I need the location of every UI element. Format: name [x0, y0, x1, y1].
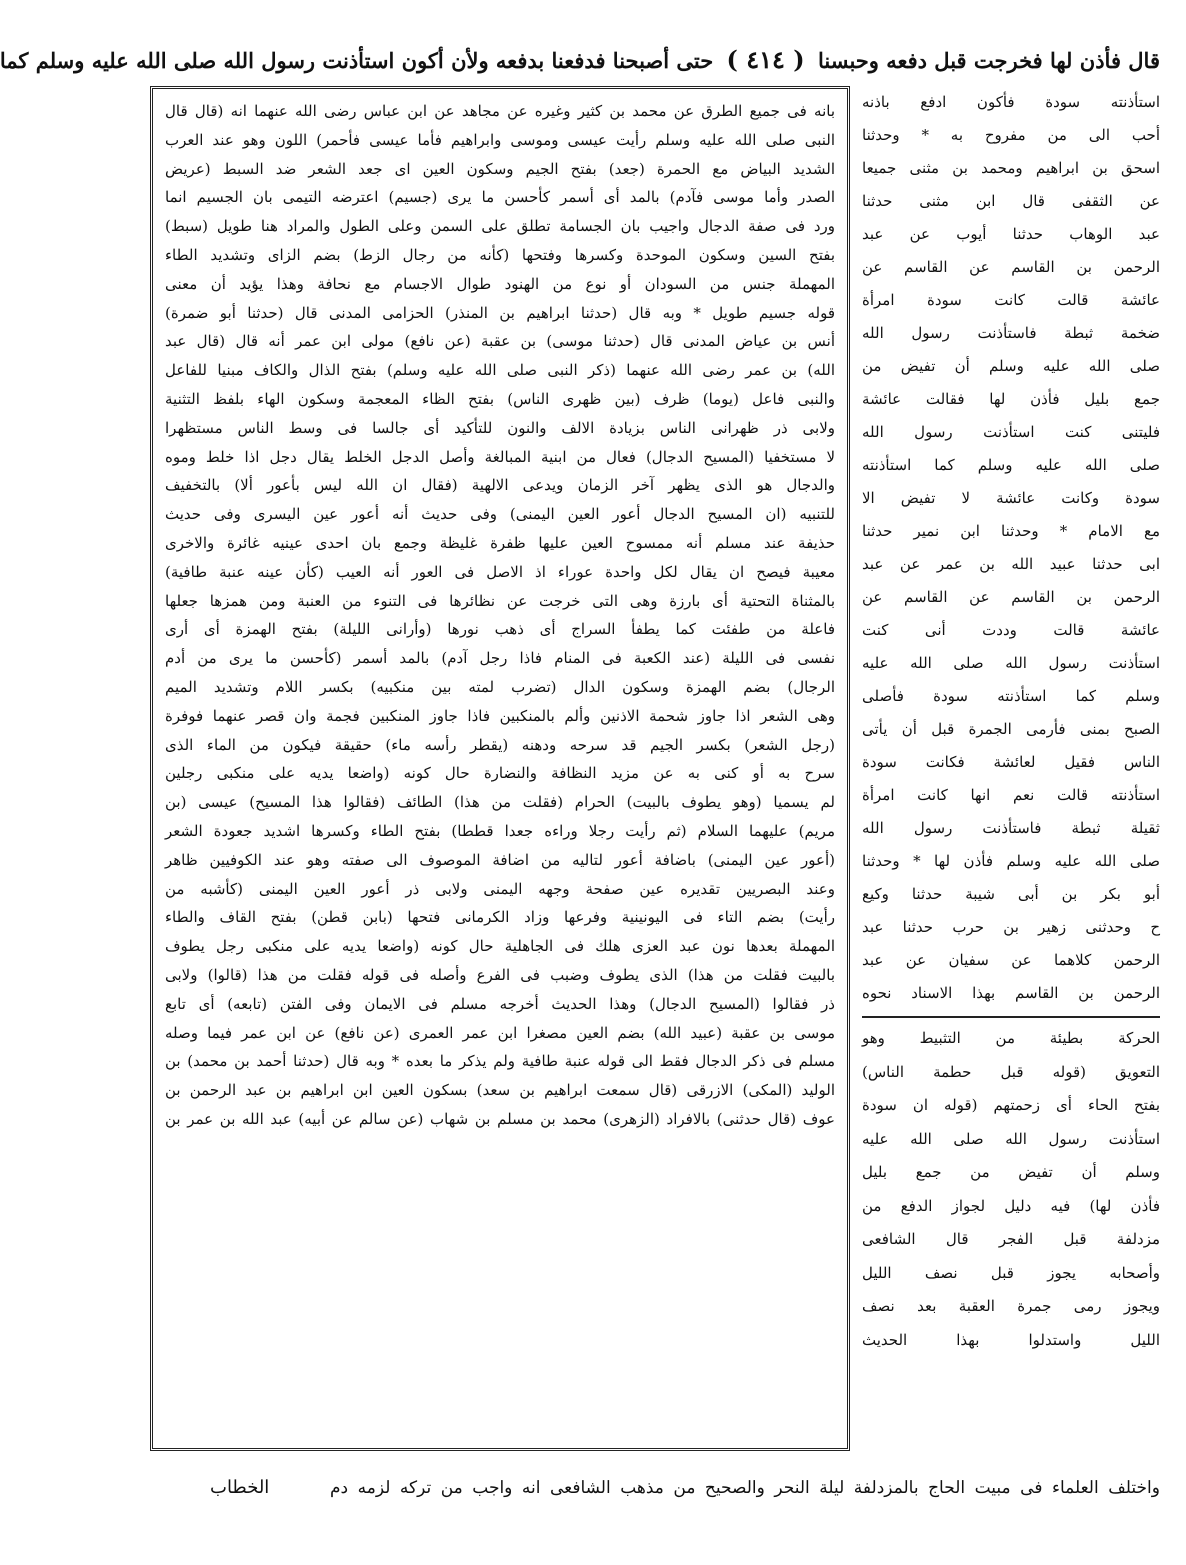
- main-text-line: قوله جسيم طويل * وبه قال (حدثنا ابراهيم بن المنذر) الحزامى المدنى قال (حدثنا أبو ضمرة): [165, 303, 835, 322]
- main-text-line: بالمثناة التحتية أى بارزة وهى التى خرجت عن نظائرها فى التنوء من العنبة ومن همزها جعلها: [165, 591, 835, 610]
- side-text-line: أبو بكر بن أبى شيبة حدثنا وكيع: [862, 885, 1160, 903]
- page-body: [150, 86, 1160, 1451]
- main-text-line: عوف (قال حدثنى) بالافراد (الزهرى) محمد بن مسلم بن شهاب (عن سالم عن أبيه) عبد الله بن عمر بن: [165, 1109, 835, 1128]
- side-text-line: ثقيلة ثبطة فاستأذنت رسول الله: [862, 819, 1160, 837]
- side-text-line: صلى الله عليه وسلم كما استأذنته: [862, 456, 1160, 474]
- side-text-line: فليتنى كنت استأذنت رسول الله: [862, 423, 1160, 441]
- main-text-line: بالبيت فقلت من هذا) الذى يطوف وضبب فى الفرع وأصله فى قوله فقلت من هذا (قالوا) ولابى: [165, 965, 835, 984]
- side-text-line: ابى حدثنا عبيد الله بن عمر عن عبد: [862, 555, 1160, 573]
- side-text-line: صلى الله عليه وسلم فأذن لها * وحدثنا: [862, 852, 1160, 870]
- main-text-line: معيبة فيصح ان يقال لكل واحدة عوراء اذ الاصل فى العور أنه العيب (كأن عينه عنبة طافية): [165, 562, 835, 581]
- main-text-line: أنس بن عياض المدنى قال (حدثنا موسى) بن عقبة (عن نافع) مولى ابن عمر أنه قال (قال عبد: [165, 332, 835, 351]
- main-text-line: الوليد (المكى) الازرقى (قال سمعت ابراهيم بن سعد) بسكون العين ابن ابراهيم بن عبد الرحمن بن: [165, 1081, 835, 1100]
- page-footer: [150, 1468, 1160, 1508]
- side-text-line: مع الامام * وحدثنا ابن نمير حدثنا: [862, 522, 1160, 540]
- main-text-line: (أعور عين اليمنى) باضافة أعور لتاليه من اضافة الموصوف الى صفته وهو عند الكوفيين ظاهر: [165, 850, 835, 869]
- side-text-line: الرحمن بن القاسم عن القاسم عن: [862, 258, 1160, 276]
- side-hadith-text: [862, 86, 1160, 1010]
- main-text-line: لا مستخفيا (المسيح الدجال) فعال من ابنية المبالغة وأصل الدجل الخلط يقال دجل اذا خلط وموه: [165, 447, 835, 466]
- side-note-line: الليل واستدلوا بهذا الحديث: [862, 1330, 1160, 1349]
- side-note-line: الحركة بطيئة من التثبيط وهو: [862, 1029, 1160, 1047]
- side-text-line: ح وحدثنى زهير بن حرب حدثنا عبد: [862, 918, 1160, 936]
- side-note-line: مزدلفة قبل الفجر قال الشافعى: [862, 1230, 1160, 1248]
- side-text-line: أحب الى من مفروح به * وحدثنا: [862, 126, 1160, 144]
- side-commentary-text: [862, 1022, 1160, 1357]
- side-text-line: وسلم كما استأذنته سودة فأصلى: [862, 687, 1160, 705]
- side-note-line: التعويق (قوله قبل حطمة الناس): [862, 1062, 1160, 1081]
- main-text-line: المهملة جنس من السودان أو نوع من الهنود طوال الاجسام مع نحافة وهذا يؤيد أن معنى: [165, 274, 835, 293]
- catchword: الخطاب: [210, 1477, 270, 1498]
- side-text-line: عائشة قالت وددت أنى كنت: [862, 621, 1160, 639]
- side-text-line: عن الثقفى قال ابن مثنى حدثنا: [862, 192, 1160, 210]
- main-text-line: المهملة بعدها نون عبد العزى هلك فى الجاهلية حال كونه (واضعا يديه على منكبى رجل يطوف: [165, 937, 835, 956]
- side-text-line: جمع بليل فأذن لها فقالت عائشة: [862, 390, 1160, 408]
- main-text-line: رأيت) بضم التاء فى اليونينية وفرعها وزاد الكرمانى فتحها (بابن قطن) بفتح القاف والطاء: [165, 908, 835, 927]
- side-hadith-column: [862, 86, 1160, 1451]
- main-text-line: لم يسميا (وهو يطوف بالبيت) الحرام (فقلت من هذا) الطائف (فقالوا هذا المسيح) عيسى (بن: [165, 793, 835, 812]
- page-header: [0, 40, 1160, 80]
- side-text-line: عبد الوهاب حدثنا أيوب عن عبد: [862, 225, 1160, 243]
- main-text-line: ولابى ذر ظهرانى الناس بزيادة الالف والنون للتأكيد أى جالسا فى وسط الناس مستظهرا: [165, 418, 835, 437]
- main-text-line: النبى صلى الله عليه وسلم رأيت عيسى وموسى وابراهيم فأما عيسى فأحمر) اللون وهو عند العرب: [165, 130, 835, 149]
- footer-note: واختلف العلماء فى مبيت الحاج بالمزدلفة ليلة النحر والصحيح من مذهب الشافعى انه واجب من تركه لزمه دم: [330, 1478, 1160, 1498]
- main-text-line: والنبى فاعل (يوما) ظرف (بين ظهرى الناس) بفتح الظاء المعجمة وسكون الهاء بلفظ التثنية: [165, 389, 835, 408]
- main-text-line: للتنبيه (ان المسيح الدجال أعور العين اليمنى) وفى حديث أنه أعور عين اليسرى وفى حديث: [165, 505, 835, 524]
- main-text-line: وهى الشعر اذا جاوز شحمة الاذنين وألم بالمنكبين فاذا جاوز المنكبين فجمة وان قصر عنهما فوفرة: [165, 706, 835, 725]
- side-text-line: استأذنته سودة فأكون ادفع باذنه: [862, 93, 1160, 111]
- main-text-line: الشديد البياض مع الحمرة (جعد) بفتح الجيم وسكون العين اى جعد الشعر ضد السبط (عريض: [165, 159, 835, 178]
- main-text-line: الصدر وأما موسى فآدم) بالمد أى أسمر كأحسن ما يرى (جسيم) اعترضه التيمى بان الجسيم انما: [165, 188, 835, 207]
- side-note-line: استأذنت رسول الله صلى الله عليه: [862, 1129, 1160, 1148]
- side-note-line: بفتح الحاء أى زحمتهم (قوله ان سودة: [862, 1096, 1160, 1114]
- main-text-line: الله) بن عمر رضى الله عنهما (ذكر النبى صلى الله عليه وسلم) بفتح الذال والكاف مبنيا للفاعل: [165, 361, 835, 380]
- side-text-line: استأذنت رسول الله صلى الله عليه: [862, 654, 1160, 672]
- main-text-line: بفتح السين وسكون الموحدة وكسرها وفتحها (كأنه من رجال الزط) بضم الزاى وتشديد الطاء: [165, 245, 835, 264]
- page-number: ( ٤١٤ ): [726, 45, 805, 74]
- main-text-line: سرح به أو كنى به عن مزيد النظافة والنضارة حال كونه (واضعا يديه على منكبى رجلين: [165, 764, 835, 783]
- main-text-line: مريم) عليهما السلام (ثم رأيت رجلا وراءه جعدا قططا) بفتح الطاء وكسرها اشديد جعودة الشعر: [165, 821, 835, 840]
- side-note-line: ويجوز رمى جمرة العقبة بعد نصف: [862, 1297, 1160, 1315]
- main-text-line: نفسى فى الليلة (عند الكعبة فى المنام فاذا رجل آدم) بالمد أسمر (كأحسن ما يرى من أدم: [165, 649, 835, 668]
- side-text-line: عائشة قالت كانت سودة امرأة: [862, 291, 1160, 309]
- header-left-text: حتى أصبحنا فدفعنا بدفعه ولأن أكون استأذنت رسول الله صلى الله عليه وسلم كما: [0, 48, 714, 73]
- side-divider: [862, 1016, 1160, 1018]
- side-text-line: ضخمة ثبطة فاستأذنت رسول الله: [862, 324, 1160, 342]
- side-text-line: صلى الله عليه وسلم أن تفيض من: [862, 357, 1160, 375]
- side-text-line: سودة وكانت عائشة لا تفيض الا: [862, 489, 1160, 507]
- header-right-text: قال فأذن لها فخرجت قبل دفعه وحبسنا: [817, 48, 1160, 73]
- side-note-line: وسلم أن تفيض من جمع بليل: [862, 1163, 1160, 1181]
- side-note-line: وأصحابه يجوز قبل نصف الليل: [862, 1263, 1160, 1282]
- main-commentary-column: [150, 86, 850, 1451]
- main-text-line: موسى بن عقبة (عبيد الله) بضم العين مصغرا ابن عمر العمرى (عن نافع) عن ابن عمر فيما وصله: [165, 1023, 835, 1042]
- main-text-line: ذر فقالوا (المسيح الدجال) وهذا الحديث أخرجه مسلم فى الايمان وفى الفتن (تابعه) أى تابع: [165, 994, 835, 1013]
- main-text-line: الرجال) بضم الهمزة وسكون الدال (تضرب لمته بين منكبيه) بكسر اللام وتشديد الميم: [165, 677, 835, 696]
- main-text-line: ورد فى صفة الدجال واجيب بان الجسامة تطلق على السمن وعلى الطول والمراد هنا طويل (سبط): [165, 217, 835, 236]
- main-text-line: (رجل الشعر) بكسر الجيم قد سرحه ودهنه (يقطر رأسه ماء) حقيقة فيكون من الماء الذى: [165, 735, 835, 754]
- side-text-line: الرحمن كلاهما عن سفيان عن عبد: [862, 951, 1160, 969]
- main-text-line: بانه فى جميع الطرق عن محمد بن كثير وغيره عن مجاهد عن ابن عباس رضى الله عنهما انه (قال قال: [165, 102, 835, 120]
- side-text-line: الصبح بمنى فأرمى الجمرة قبل أن يأتى: [862, 720, 1160, 738]
- side-note-line: فأذن لها) فيه دليل لجواز الدفع من: [862, 1196, 1160, 1215]
- main-text-line: مسلم فى ذكر الدجال فقط الى قوله عنبة طافية ولم يذكر ما بعده * وبه قال (حدثنا أحمد بن محمد) بن: [165, 1052, 835, 1071]
- main-text-line: وعند البصريين تقديره عين صفحة وجهه اليمنى ولابى ذر أعور العين اليمنى (كأشبه من: [165, 879, 835, 898]
- main-text-line: فاعلة من طفئت كما يطفأ السراج أى ذهب نورها (وأرانى الليلة) بفتح الهمزة أى أرى: [165, 620, 835, 639]
- side-text-line: اسحق بن ابراهيم ومحمد بن مثنى جميعا: [862, 159, 1160, 177]
- side-text-line: الرحمن بن القاسم بهذا الاسناد نحوه: [862, 984, 1160, 1002]
- main-text-line: والدجال هو الذى يظهر آخر الزمان ويدعى الالهية (فقال ان الله ليس بأعور ألا) بالتخفيف: [165, 476, 835, 495]
- main-text-line: حذيفة عند مسلم أنه ممسوح العين عليها ظفرة غليظة وجمع بان احدى عينيه غائرة والاخرى: [165, 533, 835, 552]
- side-text-line: الرحمن بن القاسم عن القاسم عن: [862, 588, 1160, 606]
- side-text-line: استأذنته قالت نعم انها كانت امرأة: [862, 786, 1160, 804]
- side-text-line: الناس فقيل لعائشة فكانت سودة: [862, 753, 1160, 771]
